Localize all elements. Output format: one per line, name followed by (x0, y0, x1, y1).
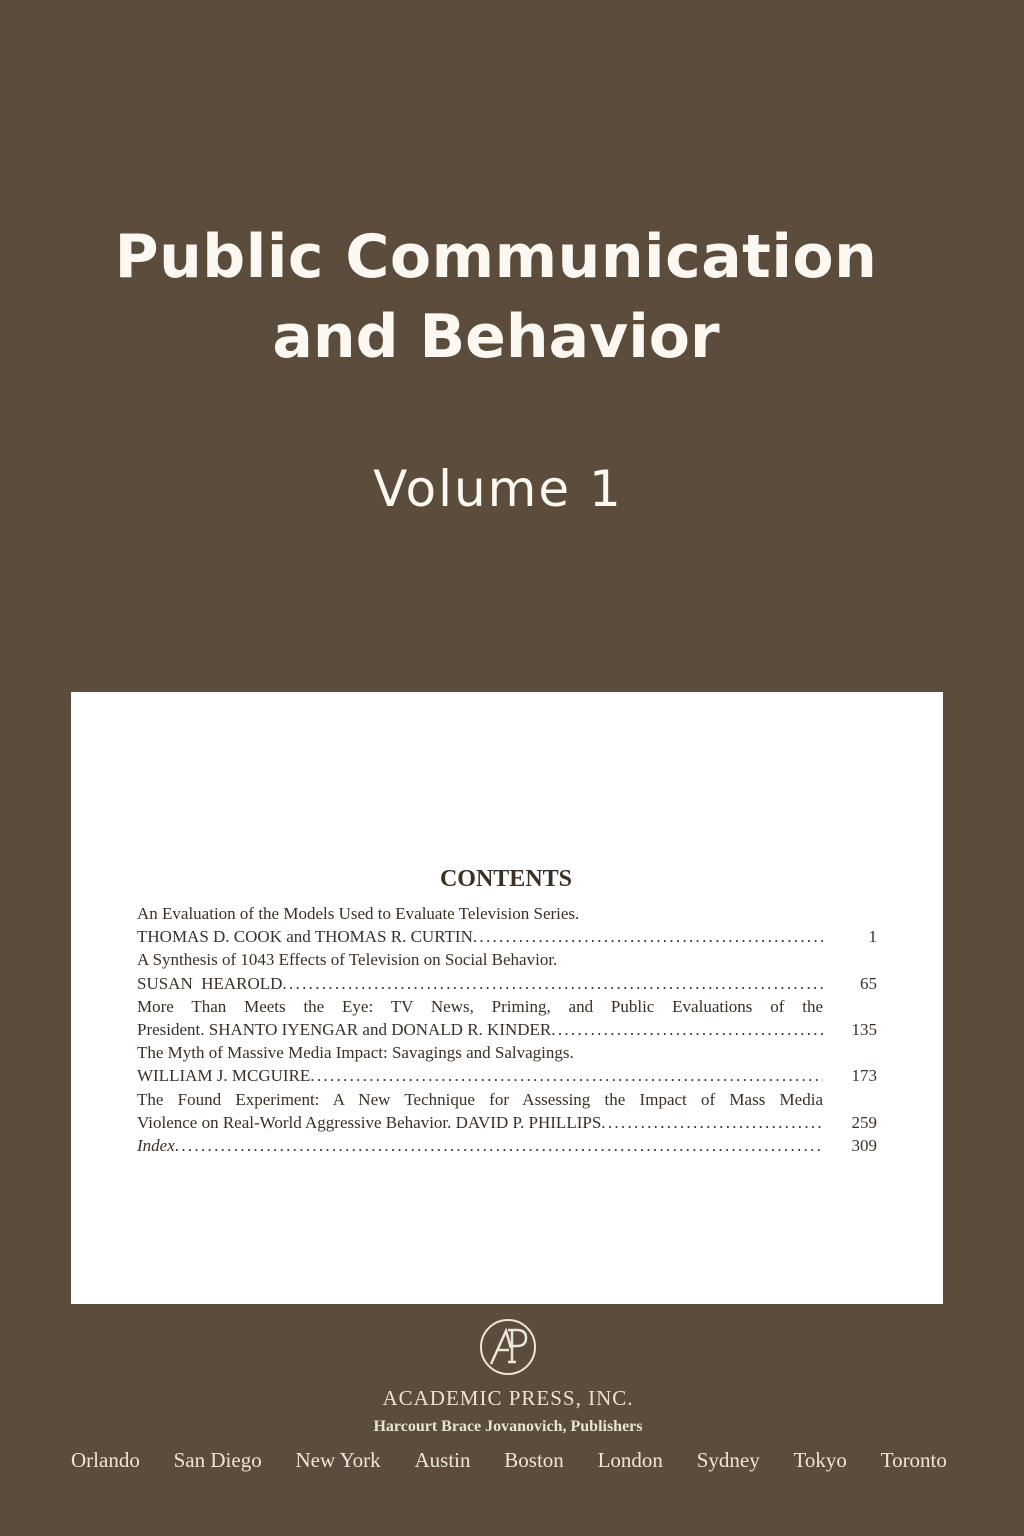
city: New York (295, 1448, 381, 1472)
entry-title: More Than Meets the Eye: TV News, Priming, and Public Evaluations of the (137, 996, 823, 1016)
city: Austin (414, 1448, 471, 1472)
toc-entry (137, 948, 877, 994)
publisher-parent: Harcourt Brace Jovanovich, Publishers (373, 1418, 643, 1435)
volume-label: Volume 1 (373, 460, 623, 518)
entry-title: An Evaluation of the Models Used to Evaluate Television Series. (137, 904, 580, 923)
entry-authors: President. SHANTO IYENGAR and DONALD R. KINDER (137, 1020, 552, 1040)
toc-entry (137, 995, 877, 1041)
title-line-2: and Behavior (272, 302, 720, 372)
dot-leader (175, 1134, 823, 1157)
publisher-cities (71, 1448, 947, 1473)
city: Sydney (696, 1448, 760, 1472)
publisher-name: ACADEMIC PRESS, INC. (382, 1386, 634, 1410)
table-of-contents (137, 902, 877, 1157)
toc-entry (137, 902, 877, 948)
academic-press-logo (479, 1318, 537, 1376)
city: Orlando (71, 1448, 140, 1472)
city: Boston (504, 1448, 564, 1472)
entry-title: A Synthesis of 1043 Effects of Television on Social Behavior. (137, 950, 558, 970)
entry-page: 259 (851, 1112, 877, 1132)
entry-authors: SUSAN HEAROLD (137, 973, 283, 993)
city: Tokyo (793, 1448, 847, 1472)
dot-leader (601, 1111, 823, 1134)
entry-authors: WILLIAM J. MCGUIRE (137, 1066, 311, 1086)
entry-title: The Myth of Massive Media Impact: Savagings and Salvagings. (137, 1043, 574, 1063)
city: San Diego (173, 1448, 262, 1472)
title-line-1: Public Communication (114, 222, 878, 292)
entry-page: 135 (851, 1020, 877, 1040)
toc-entry (137, 1041, 877, 1087)
entry-authors: Violence on Real-World Aggressive Behavior. DAVID P. PHILLIPS (137, 1112, 602, 1132)
toc-entry (137, 1088, 877, 1134)
toc-entry-index (137, 1134, 877, 1157)
entry-page: 1 (868, 927, 877, 947)
index-label: Index (137, 1136, 175, 1156)
entry-title: The Found Experiment: A New Technique for Assessing the Impact of Mass Media (137, 1089, 823, 1109)
contents-heading: CONTENTS (439, 866, 573, 892)
dot-leader (551, 1018, 823, 1041)
entry-authors: THOMAS D. COOK and THOMAS R. CURTIN (137, 927, 473, 947)
city: Toronto (880, 1448, 947, 1472)
entry-page: 173 (851, 1066, 877, 1086)
entry-page: 65 (860, 973, 877, 993)
dot-leader (282, 972, 823, 995)
dot-leader (310, 1064, 823, 1087)
dot-leader (473, 925, 823, 948)
city: London (597, 1448, 663, 1472)
index-page: 309 (851, 1136, 877, 1156)
